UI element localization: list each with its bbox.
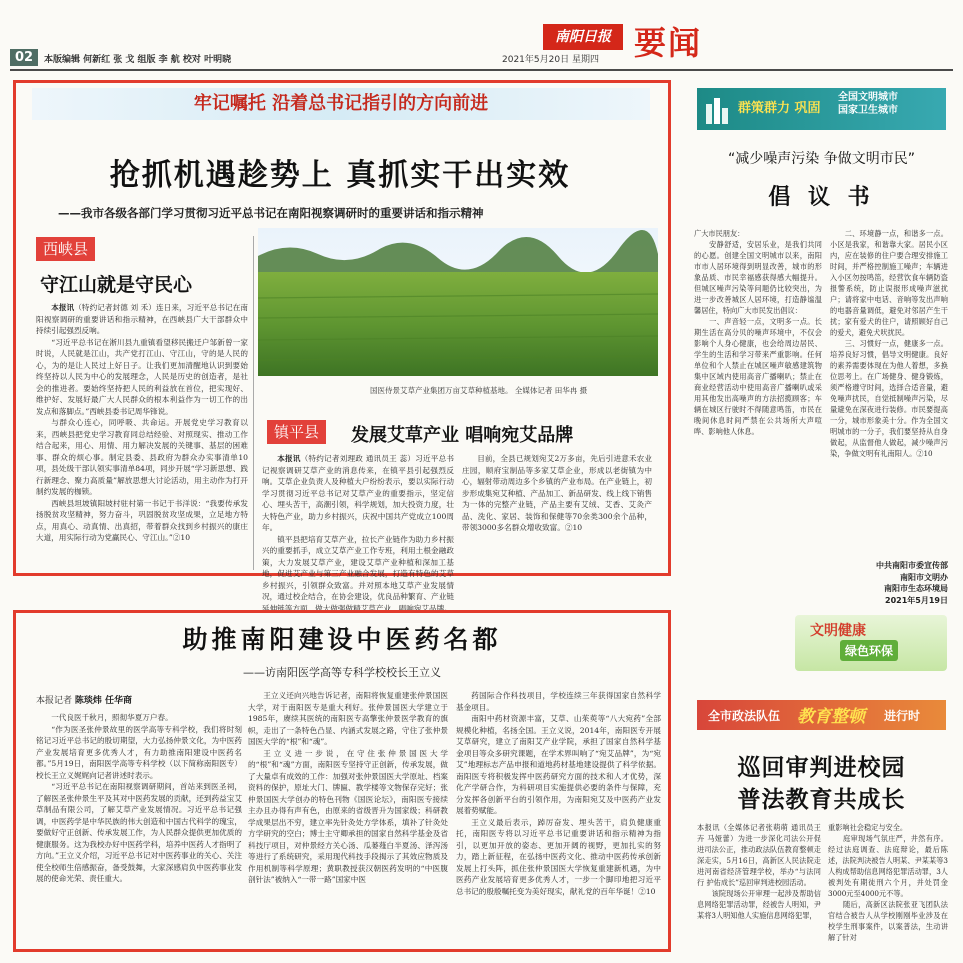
zhenping-byline: 本报讯: [277, 454, 301, 463]
editors-line: 本版编辑 何新红 张 戈 组版 李 航 校对 叶明晓: [44, 55, 232, 65]
field-illustration: [258, 228, 658, 376]
zhenping-body-col1: 本报讯（特约记者刘理政 通讯员王 蕊）习近平总书记视察调研艾草产业的消息传来，在镇平县引起强烈反响。艾草企业负责人及种植大户纷纷表示，要以实际行动学习贯彻习近平总书记对艾草产业的重要指示，坚定信心、埋头苦干，高潮引领，科学规划，加大投资力度，壮大特色产业，助力乡村振兴，庆祝中国共产党成立100周年。 镇平县把培育艾草产业，拉长产业链作为助力乡村振兴的重要抓手，成立艾草产业工作专班，利用土根金融政策，大力发展艾草产业，建设艾草产业种植和深加工基地，促进艾产业与第三产业融合发展，打造有特色的艾草乡村振兴，引领群众致富。并对照本地艾草产业发展情况，通过校企结合，在协会建设，优良品种繁育、产业链延伸链等方面，做大做强做精艾草产业，唱响宛艾品牌。: [262, 454, 455, 613]
story-banner: 牢记嘱托 沿着总书记指引的方向前进: [193, 93, 489, 114]
ai-field-photo: [258, 228, 658, 376]
campaign-middle: 教育整顿: [797, 707, 865, 727]
interview-headline: 助推南阳建设中医药名都: [182, 625, 502, 654]
interview-col3: 药国际合作科技项目，学校连续三年获得国家自然科学基金项目。 南阳中药材资源丰富，艾草、山茱萸等“八大宛药”全部规模化种植，名扬全国。王立义说，2014年，南阳医专开展艾草研究，建立了南阳艾产业学院，承担了国家自然科学基金项目等众多研究课题，在学术界叫响了“宛艾品牌”，为“宛艾”地理标志产品申报和道地药材基地建设提供了科学依据。南阳医专将积极发挥中医药研究方面的技术和人才优势，深化产学研合作，为科研项目实施提供必要的条件与保障，充分发挥各创新平台的引领作用，为南阳宛艾及中医药产业发展着势赋能。 王立义最后表示，踔厉奋发、埋头苦干，肩负健康重托，南阳医专将以习近平总书记重要讲话和指示精神为指引，以更加开放的姿态、更加开阔的视野，更加扎实的努力，踏上新征程，在弘扬中医药文化、推动中医药传承创新发展上打头阵，抓住张仲景国医大学恢复重建新机遇，为中医药产业发展培育更多优秀人才，一步一个脚印地把习近平总书记的殷殷嘱托变为美好现实，献礼党的百年华诞！②10: [456, 691, 661, 896]
proposal-title: 倡 议 书: [768, 185, 875, 210]
zhenping-body-col2: 目前，全县已规划宛艾2万多亩，先后引进意禾农业庄园，顺府宝制品等多家艾草企业，形成以老街镇为中心，辐射带动周边多个乡镇的产业布局。在产业链上，初步形成集宛艾种植、产品加工、新品研发、线上线下销售为一体的完整产业链，产品主要有艾绒、艾香、艾灸产品、洗化、家居、装饰和保健等70余类300余个品种，带领3000多名群众增收致富。②10: [462, 454, 652, 532]
top-story-subheadline: ——我市各级各部门学习贯彻习近平总书记在南阳视察调研时的重要讲话和指示精神: [58, 206, 484, 220]
tour-col2: 重影响社会稳定与安全。 庭审现场气氛庄严，井然有序。经过法庭调查、法庭辩论，最后陈述，法院判决被告人明某、尹某某等3人构成帮助信息网络犯罪活动罪，3人被判处有期徒刑六个月，并处罚金3000元至4000元不等。 随后，高新区法院张亚飞团队法官结合被告人从学校刚刚毕业涉及在校学生刑事案件，以案普法，生动讲解了针对: [828, 823, 948, 942]
interview-col1: 一代良医千秋月，照彻华夏万户春。 “作为医圣张仲景故里的医学高等专科学校，我们将时刻铭记习近平总书记的殷切期望，大力弘扬仲景文化，为中医药产业发展培育更多优秀人才，有力助推南阳建设中医药名都。”5月19日，南阳医学高等专科学校（以下简称南阳医专）校长王立义娓娓向记者讲述时表示。 “习近平总书记在南阳视察调研期间，首站来到医圣祠，了解医圣张仲景生平及其对中医药发展的贡献，还到药益宝艾草制品有限公司，了解艾草产业发展情况。习近平总书记强调，中医药学是中华民族的伟大创造和中国古代科学的瑰宝，要做好守正创新、传承发展工作，为人民群众提供更加优质的健康服务。这为我校办好中医药学科，培养中医药人才指明了方向。”王立义介绍，习近平总书记对中医药事业的关心、关注使全校师生倍感振奋，备受鼓舞，大家深感肩负中医药事业发展的使命光荣、责任重大。: [36, 713, 242, 883]
tour-headline: 巡回审判进校园 普法教育共成长: [737, 755, 906, 813]
column-divider: [253, 236, 254, 570]
campaign-right: 进行时: [884, 709, 921, 723]
zhenping-headline: 发展艾草产业 唱响宛艾品牌: [351, 425, 574, 446]
interview-col2: 王立义还向兴地告诉记者，南阳将恢复重建张仲景国医大学，对于南阳医专是重大利好。张仲景国医大学建立于1985年，赓续其医统的南阳医专高擎张仲景医学教育的旗帜，走出了一条特色凸显、内涵式发展之路，守住了张仲景国医大学的“根”和“魂”。 王立义进一步说，在守住张仲景国医大学的“根”和“魂”方面，南阳医专坚持守正创新，传承发展，做了大量卓有成效的工作：加强对张仲景国医大学原址、档案资料的保护，原址大门、牌匾、教学楼等文物保存完好；张仲景国医大学创办的特色刊物《国医论坛》，南阳医专接续主办且办得有声有色，由原来的省级晋升为国家级；科研教学成果层出不穷，建立率先针灸处方学体系，填补了针灸处方学研究的空白；博士主守卿承担的国家自然科学基金及省科技厅项目，对仲景经方关心汤、瓜蒌薤白半夏汤、泽泻汤等进行了系统研究，采用现代科技手段揭示了其效应物质及作用机制等科学原理；黄职教授获汉朝医药发明的“中医腹剖针法”被纳入“一带一路”国家中医: [248, 691, 448, 884]
proposal-subtitle: “减少噪声污染 争做文明市民”: [728, 151, 915, 167]
zhenping-tag: 镇平县: [267, 420, 326, 444]
proposal-col1: 广大市民朋友： 安静舒适，安居乐业，是我们共同的心愿。创建全国文明城市以来，南阳市市人居环境得到明显改善，城市的形象品质、市民幸福感获得感大幅提升。但城区噪声污染等问题仍比较突出，为进一步改善城区人居环境，打造静谧温馨居住，特向广大市民发出倡议： 一、声音轻一点，文明多一点。长期生活在高分贝的噪声环境中，不仅会影响个人身心健康，也会给周边居民、学生的生活和学习带来严重影响。任何单位和个人禁止在城区噪声敏感建筑物集中区域内使用高音广播喇叭；禁止在商业经营活动中使用高音广播喇叭或采用其他发出高噪声的方法招揽顾客；车辆在城区行驶时不得随意鸣笛，市民在晚间休息时间严禁在公共场所大声喧哗、影响他人休息。: [694, 229, 822, 436]
newspaper-logo: 南阳日报: [543, 24, 623, 50]
city-skyline-icon: [704, 94, 730, 124]
xixia-body: 本报讯（特约记者封德 刘 禾）连日来，习近平总书记在南阳视察调研的重要讲话和指示精神，在西峡县广大干部群众中持续引起强烈反响。 “习近平总书记在淅川县九重镇看望移民搬迁户邹新曾一家时说，人民就是江山，共产党打江山、守江山，守的是人民的心，为的是让人民过上好日子。让我们更加清醒地认识到要始终坚持以人民为中心的发展理念，人民是历史的创造者，是社会的推进者。要始终坚持把人民的利益放在首位，把实现好、维护好、发展好最广大人民群众的根本利益作为一切工作的出发点和落脚点。”西峡县委书记周华锋说。 与群众心连心，同呼吸、共命运。开展党史学习教育以来，西峡县把党史学习教育同总结经验、对照现实、推动工作结合起来，用心、用情、用力解决发展的关键事、基层的困难事、群众的烦心事。制定县委、县政府为群众办实事清单10项，县处级干部认领实事清单84项，同步开展“学习新思想、践行新理念、聚力高质量”解放思想大讨论活动，用主动作为打开制约发展的枷锁。 西峡县坦坡镇阳坡村驻村第一书记于书洋说：“我要传承发扬脱贫攻坚精神，努力奋斗，巩固脱贫攻坚成果，立足地方特点，用真心、动真情、出真招，带着群众找到乡村振兴的康庄大道，用实际行动为党赢民心、守江山。”②10: [36, 303, 248, 542]
banner-slogan: 群策群力 巩固: [738, 101, 821, 116]
top-story-headline: 抢抓机遇趁势上 真抓实干出实效: [109, 158, 571, 193]
issue-date: 2021年5月20日 星期四: [502, 55, 599, 65]
section-title: 要闻: [634, 24, 703, 62]
header-rule: [10, 69, 953, 71]
civilization-banner: [697, 88, 946, 130]
xixia-tag: 西峡县: [36, 237, 95, 261]
civility-line2: 绿色环保: [840, 640, 898, 661]
proposal-signatures: 中共南阳市委宣传部 南阳市文明办 南阳市生态环境局 2021年5月19日: [876, 561, 948, 605]
xixia-byline: 本报讯: [51, 303, 75, 312]
proposal-col2: 二、环境静一点，和谐多一点。小区是我家，和谐靠大家。居民小区内，应在装修的住户要合理安排施工时间，并严格控制施工噪声；车辆进入小区勿按鸣笛，经营饮食车辆防盗报警系统，防止误报形成噪声滋扰户；请将家中电话、音响等发出声响的电器音量调低，避免对邻居产生干扰；家有爱犬的住户，请照顾好自己的爱犬，避免犬吠扰民。 三、习惯好一点，健康多一点。培养良好习惯，倡导文明健康。良好的素养需要体现在为他人着想，多换位思考上。在广场健身、健身锻炼，须严格遵守时间，选择合适音量，避免噪声扰民，自觉抵制噪声污染，尽量避免在深夜进行装修。市民要提高一分，城市形象美十分。作为全国文明城市的一分子，我们要坚持从自身做起，从监督他人做起，减少噪声污染，争做文明有礼南阳人。②10: [830, 229, 948, 458]
interview-byline: 本报记者 陈琰炜 任华商: [36, 696, 133, 706]
campaign-left: 全市政法队伍: [708, 709, 781, 723]
xixia-headline: 守江山就是守民心: [40, 274, 193, 296]
interview-subheadline: ——访南阳医学高等专科学校校长王立义: [243, 666, 441, 679]
civility-line1: 文明健康: [810, 623, 866, 639]
page-number: 02: [10, 49, 38, 66]
photo-caption: 国医侍景艾草产业集团万亩艾草种植基地。 全媒体记者 田华冉 摄: [370, 386, 588, 395]
tour-col1: 本报讯（全媒体记者张萌萌 通讯员王 卉 马娅蕾）为进一步深化司法公开促进司法公正，推动政法队伍教育整顿走深走实，5月16日，高新区人民法院走进河南省经济管理学校，举办“与法同行 护佑成长”巡回审判进校园活动。 该院现场公开审理一起涉及帮助信息网络犯罪活动罪，经被告人明知，尹某将3人明知他人实施信息网络犯罪，: [697, 823, 821, 920]
banner-titles: 全国文明城市 国家卫生城市: [838, 92, 898, 116]
